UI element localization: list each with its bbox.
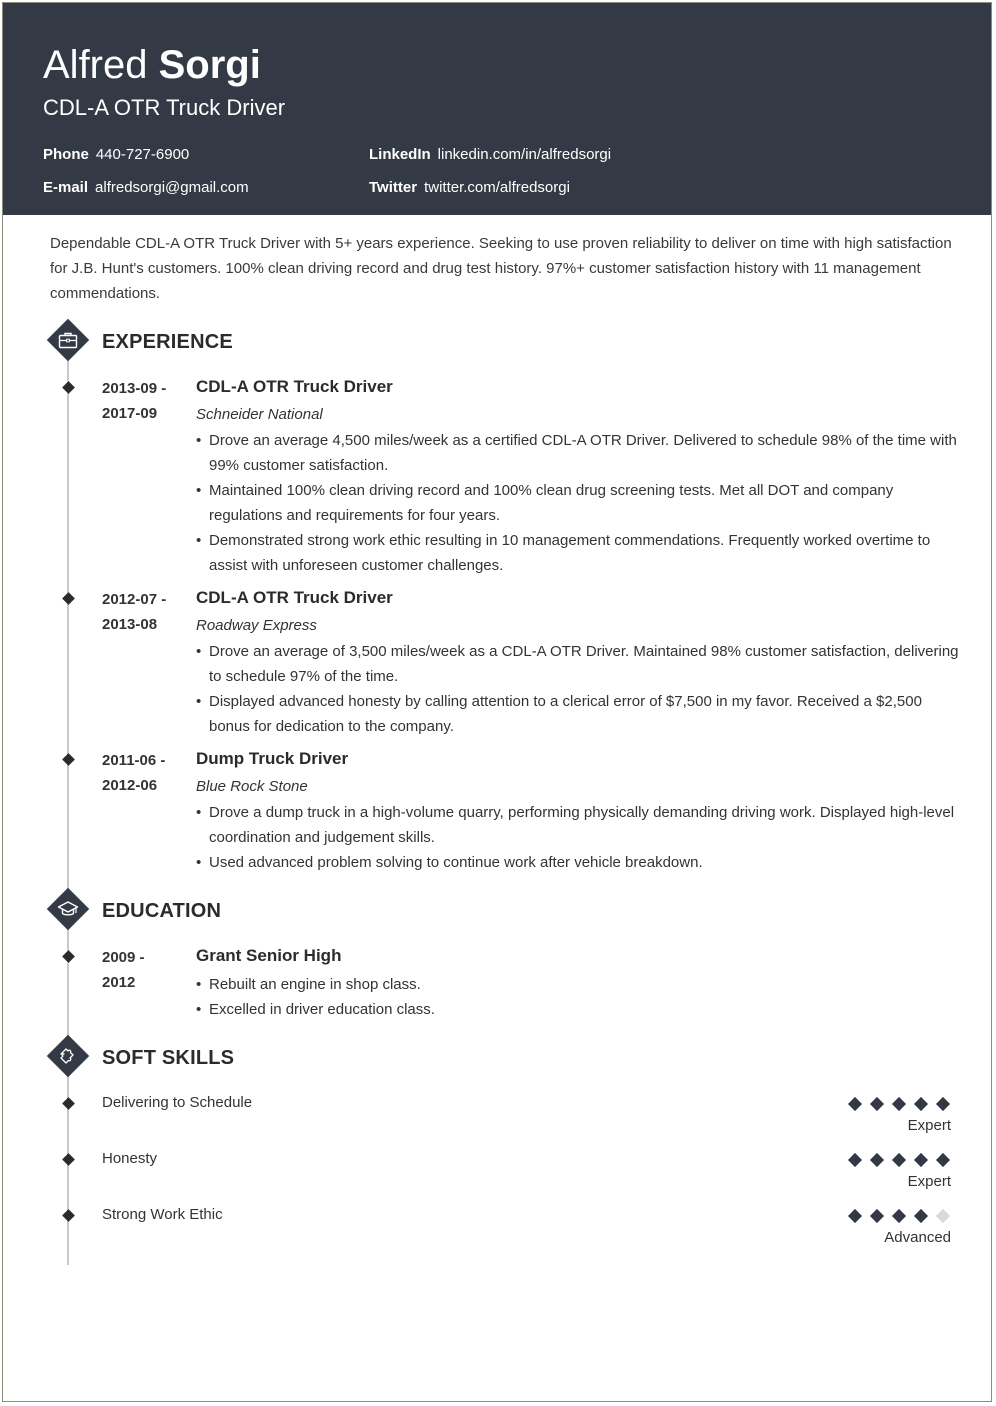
skill-name: Honesty <box>102 1150 158 1167</box>
timeline-marker <box>62 1097 75 1110</box>
soft-skills-heading: SOFT SKILLS <box>102 1047 235 1069</box>
list-item: • Used advanced problem solving to continue work after vehicle breakdown. <box>196 850 961 875</box>
job-title: CDL-A OTR Truck Driver <box>196 377 393 396</box>
rating-empty-icon <box>936 1209 950 1223</box>
resume-header <box>3 3 991 215</box>
puzzle-piece-icon <box>53 1041 83 1071</box>
job-bullets <box>196 639 961 739</box>
timeline-marker <box>62 1153 75 1166</box>
skill-level: Advanced <box>884 1229 951 1246</box>
list-item: • Demonstrated strong work ethic resulting in 10 management commendations. Frequently worked overtime to assist with unforeseen customer challenges. <box>196 528 961 578</box>
first-name: Alfred <box>43 43 148 87</box>
rating-filled-icon <box>936 1097 950 1111</box>
date-start: 2012-07 - <box>102 591 167 608</box>
date-end: 2012 <box>102 974 136 991</box>
email-value[interactable]: alfredsorgi@gmail.com <box>95 179 249 196</box>
contact-email <box>43 178 249 198</box>
rating-filled-icon <box>848 1153 862 1167</box>
job-title: Dump Truck Driver <box>196 749 349 768</box>
rating-filled-icon <box>892 1153 906 1167</box>
list-item: • Rebuilt an engine in shop class. <box>196 972 961 997</box>
job-dates <box>102 748 192 798</box>
list-item: • Drove a dump truck in a high-volume quarry, performing physically demanding driving work. Displayed high-level coordination and judgement skills. <box>196 800 961 850</box>
job-bullets <box>196 800 961 875</box>
job-bullets <box>196 428 961 578</box>
summary-text: Dependable CDL-A OTR Truck Driver with 5+ years experience. Seeking to use proven reliability to deliver on time with high satisfaction for J.B. Hunt's customers. 100% clean driving record and drug test history. 97%+ customer satisfaction history with 11 management commendations. <box>50 235 952 302</box>
last-name: Sorgi <box>158 43 261 87</box>
rating-filled-icon <box>892 1209 906 1223</box>
graduation-cap-icon <box>53 894 83 924</box>
skill-rating <box>847 1208 951 1224</box>
rating-filled-icon <box>848 1097 862 1111</box>
date-end: 2012-06 <box>102 777 158 794</box>
list-item: • Excelled in driver education class. <box>196 997 961 1022</box>
timeline-line <box>67 348 69 1265</box>
list-item: • Drove an average of 3,500 miles/week as a CDL-A OTR Driver. Maintained 98% customer satisfaction, delivering to schedule 97% of the time. <box>196 639 961 689</box>
rating-filled-icon <box>848 1209 862 1223</box>
list-item: • Maintained 100% clean driving record and 100% clean drug screening tests. Met all DOT and company regulations and requirements for four years. <box>196 478 961 528</box>
skill-rating <box>847 1096 951 1112</box>
company-name: Blue Rock Stone <box>196 778 308 795</box>
rating-filled-icon <box>870 1153 884 1167</box>
phone-value: 440-727-6900 <box>95 146 190 163</box>
email-label: E-mail <box>43 179 89 196</box>
list-item: • Displayed advanced honesty by calling attention to a clerical error of $7,500 in my favor. Received a $2,500 bonus for dedication to the company. <box>196 689 961 739</box>
twitter-value[interactable]: twitter.com/alfredsorgi <box>424 179 570 196</box>
job-dates <box>102 376 192 426</box>
education-heading: EDUCATION <box>102 900 222 922</box>
resume-page <box>2 2 992 1402</box>
skill-level: Expert <box>907 1117 951 1134</box>
skill-name: Delivering to Schedule <box>102 1094 253 1111</box>
date-start: 2009 - <box>102 949 145 966</box>
rating-filled-icon <box>870 1209 884 1223</box>
rating-filled-icon <box>914 1209 928 1223</box>
rating-filled-icon <box>914 1097 928 1111</box>
job-dates <box>102 587 192 637</box>
phone-label: Phone <box>43 146 89 163</box>
rating-filled-icon <box>936 1153 950 1167</box>
briefcase-icon <box>53 325 83 355</box>
full-name <box>43 41 261 89</box>
timeline-marker <box>62 753 75 766</box>
timeline-marker <box>62 381 75 394</box>
linkedin-value[interactable]: linkedin.com/in/alfredsorgi <box>437 146 612 163</box>
timeline-marker <box>62 592 75 605</box>
twitter-label: Twitter <box>369 179 418 196</box>
education-bullets <box>196 972 961 1022</box>
rating-filled-icon <box>914 1153 928 1167</box>
date-start: 2013-09 - <box>102 380 167 397</box>
company-name: Schneider National <box>196 406 323 423</box>
skill-name: Strong Work Ethic <box>102 1206 223 1223</box>
list-item: • Drove an average 4,500 miles/week as a certified CDL-A OTR Driver. Delivered to schedule 98% of the time with 99% customer satisfaction. <box>196 428 961 478</box>
date-end: 2017-09 <box>102 405 158 422</box>
rating-filled-icon <box>892 1097 906 1111</box>
experience-heading: EXPERIENCE <box>102 331 233 353</box>
contact-linkedin <box>369 145 611 165</box>
skill-rating <box>847 1152 951 1168</box>
timeline-marker <box>62 1209 75 1222</box>
job-title-header: CDL-A OTR Truck Driver <box>43 95 286 120</box>
date-end: 2013-08 <box>102 616 158 633</box>
school-name: Grant Senior High <box>196 946 342 965</box>
date-start: 2011-06 - <box>102 752 166 769</box>
skill-level: Expert <box>907 1173 951 1190</box>
education-dates <box>102 945 192 995</box>
linkedin-label: LinkedIn <box>369 146 431 163</box>
job-title: CDL-A OTR Truck Driver <box>196 588 393 607</box>
contact-phone <box>43 145 189 165</box>
timeline-marker <box>62 950 75 963</box>
contact-twitter <box>369 178 570 198</box>
company-name: Roadway Express <box>196 617 317 634</box>
rating-filled-icon <box>870 1097 884 1111</box>
